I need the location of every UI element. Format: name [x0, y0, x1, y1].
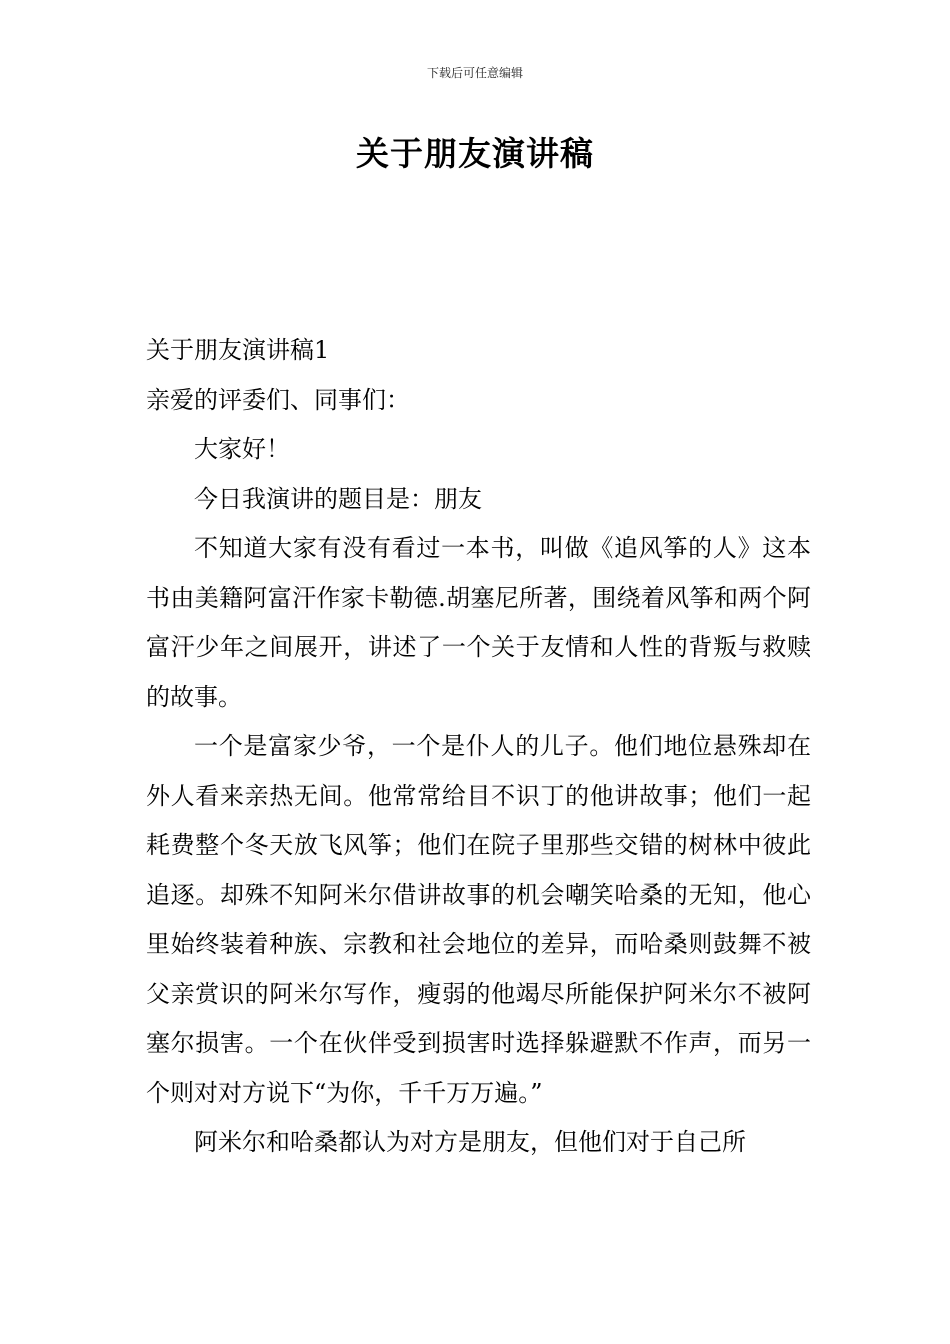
paragraph-topic: 今日我演讲的题目是：朋友 [194, 484, 482, 513]
document-body [146, 326, 811, 1168]
paragraph-continued: 阿米尔和哈桑都认为对方是朋友，但他们对于自己所 [194, 1128, 746, 1156]
paragraph-story: 一个是富家少爷，一个是仆人的儿子。他们地位悬殊却在外人看来亲热无间。他常常给目不识丁的他讲故事；他们一起耗费整个冬天放飞风筝；他们在院子里那些交错的树林中彼此追逐。却殊不知阿米尔借讲故事的机会嘲笑哈桑的无知，他心里始终装着种族、宗教和社会地位的差异，而哈桑则鼓舞不被父亲赏识的阿米尔写作，瘦弱的他竭尽所能保护阿米尔不被阿塞尔损害。一个在伙伴受到损害时选择躲避默不作声，而另一个则对对方说下“为你，千千万万遍。” [146, 732, 811, 1107]
section-heading: 关于朋友演讲稿1 [146, 336, 330, 364]
document-title: 关于朋友演讲稿 [356, 134, 594, 173]
paragraph-book-intro: 不知道大家有没有看过一本书，叫做《追风筝的人》这本书由美籍阿富汗作家卡勒德.胡塞尼所著，围绕着风筝和两个阿富汗少年之间展开，讲述了一个关于友情和人性的背叛与救赎的故事。 [146, 534, 811, 711]
paragraph-greeting: 大家好！ [194, 435, 290, 463]
salutation: 亲爱的评委们、同事们： [146, 385, 410, 414]
page-header-note: 下载后可任意编辑 [426, 66, 523, 80]
